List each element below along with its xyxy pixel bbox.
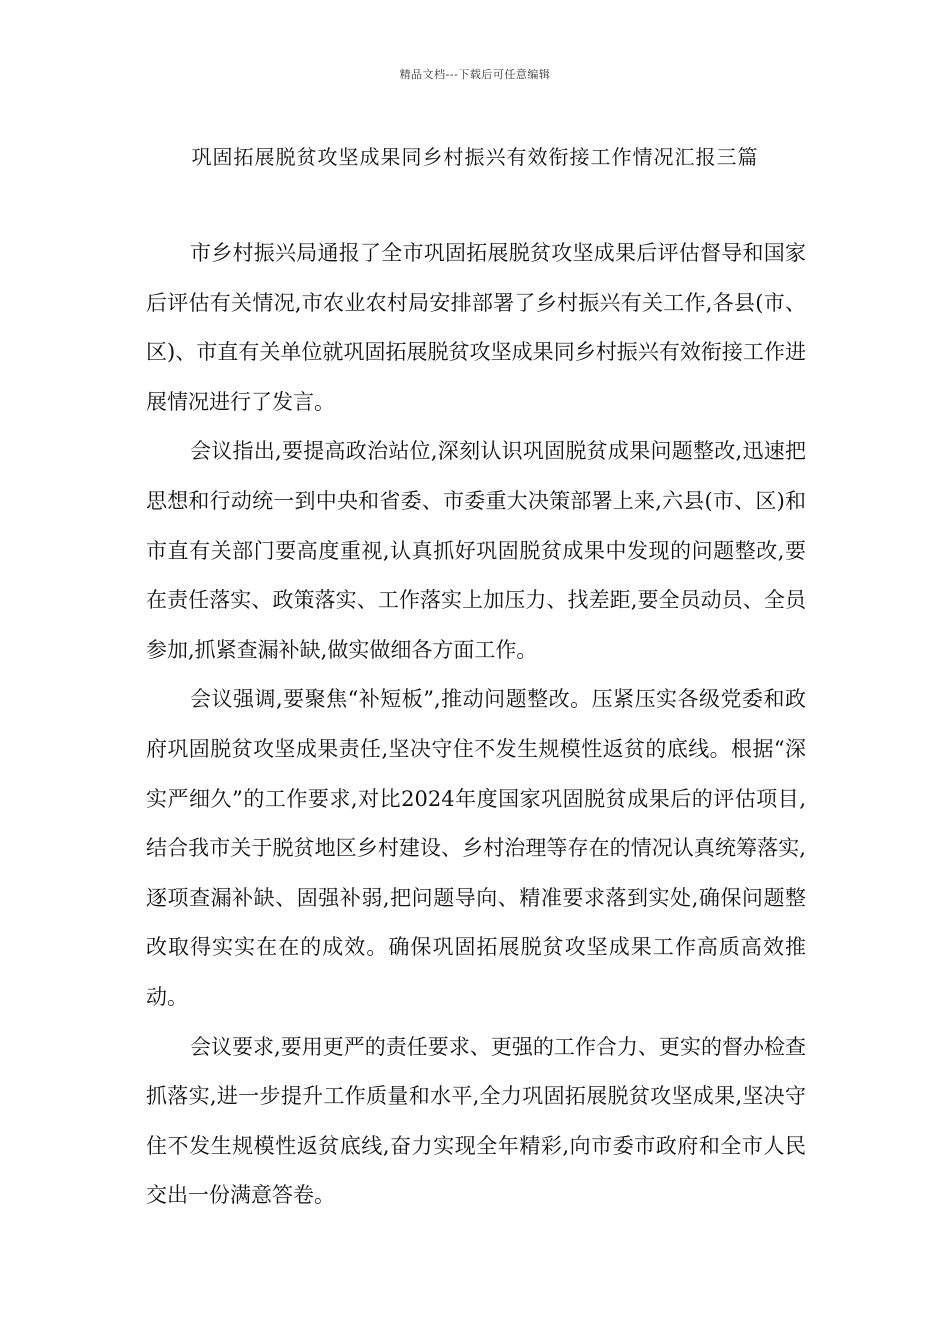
document-body <box>146 229 806 1221</box>
paragraph-1: 市乡村振兴局通报了全市巩固拓展脱贫攻坚成果后评估督导和国家后评估有关情况,市农业农村局安排部署了乡村振兴有关工作,各县(市、区)、市直有关单位就巩固拓展脱贫攻坚成果同乡村振兴有效衔接工作进展情况进行了发言。 <box>146 241 806 414</box>
paragraph-4: 会议要求,要用更严的责任要求、更强的工作合力、更实的督办检查抓落实,进一步提升工作质量和水平,全力巩固拓展脱贫攻坚成果,坚决守住不发生规模性返贫底线,奋力实现全年精彩,向市委市政府和全市人民交出一份满意答卷。 <box>146 1034 806 1208</box>
paragraph-3: 会议强调,要聚焦“补短板”,推动问题整改。压紧压实各级党委和政府巩固脱贫攻坚成果责任,坚决守住不发生规模性返贫的底线。根据“深实严细久”的工作要求,对比2024年度国家巩固脱贫成果后的评估项目,结合我市关于脱贫地区乡村建设、乡村治理等存在的情况认真统筹落实,逐项查漏补缺、固强补弱,把问题导向、精准要求落到实处,确保问题整改取得实实在在的成效。确保巩固拓展脱贫攻坚成果工作高质高效推动。 <box>146 687 806 1009</box>
page-header: 精品文档---下载后可任意编辑 <box>399 68 551 81</box>
paragraph-2: 会议指出,要提高政治站位,深刻认识巩固脱贫成果问题整改,迅速把思想和行动统一到中央和省委、市委重大决策部署上来,六县(市、区)和市直有关部门要高度重视,认真抓好巩固脱贫成果中发现的问题整改,要在责任落实、政策落实、工作落实上加压力、找差距,要全员动员、全员参加,抓紧查漏补缺,做实做细各方面工作。 <box>146 439 806 662</box>
document-title: 巩固拓展脱贫攻坚成果同乡村振兴有效衔接工作情况汇报三篇 <box>191 145 759 169</box>
